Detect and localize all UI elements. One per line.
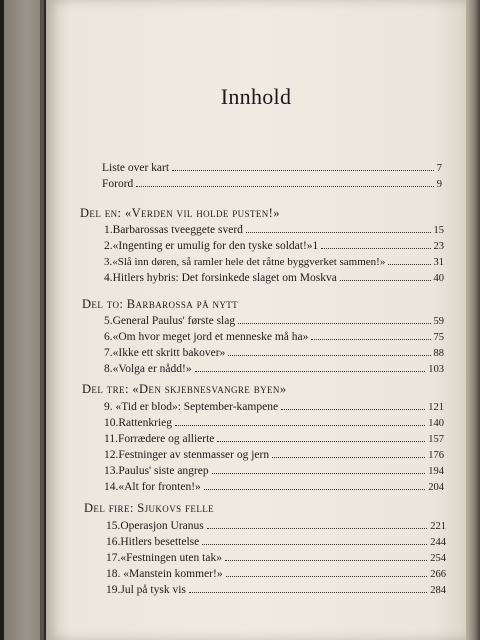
leader-dots: [136, 186, 433, 187]
page-stack-edge: [466, 0, 480, 640]
toc-entry-label: 5.General Paulus' første slag: [104, 315, 236, 327]
toc-entry-label: Liste over kart: [102, 162, 170, 174]
toc-entry-page: 176: [428, 450, 444, 461]
leader-dots: [246, 232, 431, 233]
toc-entry: [104, 343, 444, 359]
toc-entry: [104, 252, 444, 268]
toc-entry-page: 23: [433, 241, 444, 252]
toc-entry-label: 8.«Volga er nådd!»: [104, 363, 192, 375]
toc-entry-page: 15: [433, 225, 444, 236]
toc-entry: [106, 516, 446, 532]
toc-entry-label: 14.«Alt for fronten!»: [104, 481, 201, 493]
toc-entry-page: 244: [430, 537, 446, 548]
toc-entry: [104, 413, 444, 429]
toc-entry: [102, 158, 442, 174]
toc-entry-label: Forord: [102, 178, 134, 190]
toc-entry-page: 88: [433, 348, 444, 359]
leader-dots: [204, 489, 425, 490]
toc-entry: [104, 477, 444, 493]
leader-dots: [225, 560, 427, 561]
toc-entry-page: 75: [433, 332, 444, 343]
toc-entry: [102, 174, 442, 190]
leader-dots: [172, 170, 434, 171]
toc-entry-page: 40: [433, 273, 444, 284]
leader-dots: [238, 323, 430, 324]
leader-dots: [388, 264, 430, 265]
leader-dots: [228, 355, 430, 356]
toc-entry: [104, 359, 444, 375]
toc-entry-label: 1.Barbarossas tveeggete sverd: [104, 224, 243, 236]
toc-entry-page: 254: [430, 553, 446, 564]
toc-entry-label: 17.«Festningen uten tak»: [106, 552, 222, 564]
section-heading: Del tre: «Den skjebnesvangre byen»: [82, 382, 287, 396]
section-heading: Del en: «Verden vil holde pusten!»: [80, 206, 280, 220]
toc-entry: [104, 327, 444, 343]
toc-entry: [104, 311, 444, 327]
toc-entry: [106, 564, 446, 580]
leader-dots: [340, 280, 431, 281]
leader-dots: [226, 576, 428, 577]
leader-dots: [281, 409, 425, 410]
toc-entry-label: 7.«Ikke ett skritt bakover»: [104, 347, 226, 359]
leader-dots: [195, 371, 426, 372]
leader-dots: [311, 339, 430, 340]
toc-entry-page: 103: [428, 364, 444, 375]
toc-entry: [106, 548, 446, 564]
leader-dots: [207, 528, 428, 529]
toc-entry-page: 194: [428, 466, 444, 477]
toc-entry-label: 13.Paulus' siste angrep: [104, 465, 209, 477]
leader-dots: [272, 457, 425, 458]
book-page: [46, 0, 466, 640]
leader-dots: [217, 441, 425, 442]
toc-entry: [104, 220, 444, 236]
page-title: Innhold: [220, 84, 292, 109]
toc-entry-label: 19.Jul på tysk vis: [106, 584, 186, 596]
toc-entry-label: 6.«Om hvor meget jord et menneske må ha»: [104, 331, 309, 343]
section-heading: Del to: Barbarossa på nytt: [82, 297, 239, 311]
toc-entry-label: 3.«Slå inn døren, så ramler hele det råtne byggverket sammen!»: [104, 256, 386, 268]
toc-entry-label: 16.Hitlers besettelse: [106, 536, 200, 548]
toc-entry-page: 121: [428, 402, 444, 413]
toc-entry-page: 266: [430, 569, 446, 580]
toc-entry-page: 221: [430, 521, 446, 532]
toc-entry: [106, 580, 446, 596]
leader-dots: [212, 473, 426, 474]
toc-entry-page: 7: [436, 163, 442, 174]
section-heading: Del fire: Sjukovs felle: [84, 501, 215, 515]
toc-entry-label: 12.Festninger av stenmasser og jern: [104, 449, 270, 461]
leader-dots: [321, 248, 430, 249]
leader-dots: [189, 592, 427, 593]
toc-entry: [104, 397, 444, 413]
toc-entry-page: 9: [436, 179, 442, 190]
toc-entry-label: 18. «Manstein kommer!»: [106, 568, 223, 580]
toc-entry-label: 11.Forrædere og allierte: [104, 433, 215, 445]
toc-entry: [104, 445, 444, 461]
leader-dots: [202, 544, 427, 545]
previous-page-edge: [4, 0, 40, 640]
toc-entry: [104, 461, 444, 477]
toc-entry-label: 9. «Tid er blod»: September-kampene: [104, 401, 279, 413]
toc-entry: [106, 532, 446, 548]
toc-entry: [104, 429, 444, 445]
toc-entry-page: 204: [428, 482, 444, 493]
toc-entry-label: 10.Rattenkrieg: [104, 417, 173, 429]
toc-entry-label: 15.Operasjon Uranus: [106, 520, 204, 532]
toc-entry-page: 31: [433, 257, 444, 268]
toc-entry-page: 140: [428, 418, 444, 429]
leader-dots: [175, 425, 425, 426]
toc-entry-label: 4.Hitlers hybris: Det forsinkede slaget om Moskva: [104, 272, 337, 284]
toc-entry-page: 59: [433, 316, 444, 327]
toc-entry-page: 284: [430, 585, 446, 596]
toc-entry-label: 2.«Ingenting er umulig for den tyske soldat!»1: [104, 240, 319, 252]
toc-entry: [104, 236, 444, 252]
toc-entry: [104, 268, 444, 284]
toc-entry-page: 157: [428, 434, 444, 445]
